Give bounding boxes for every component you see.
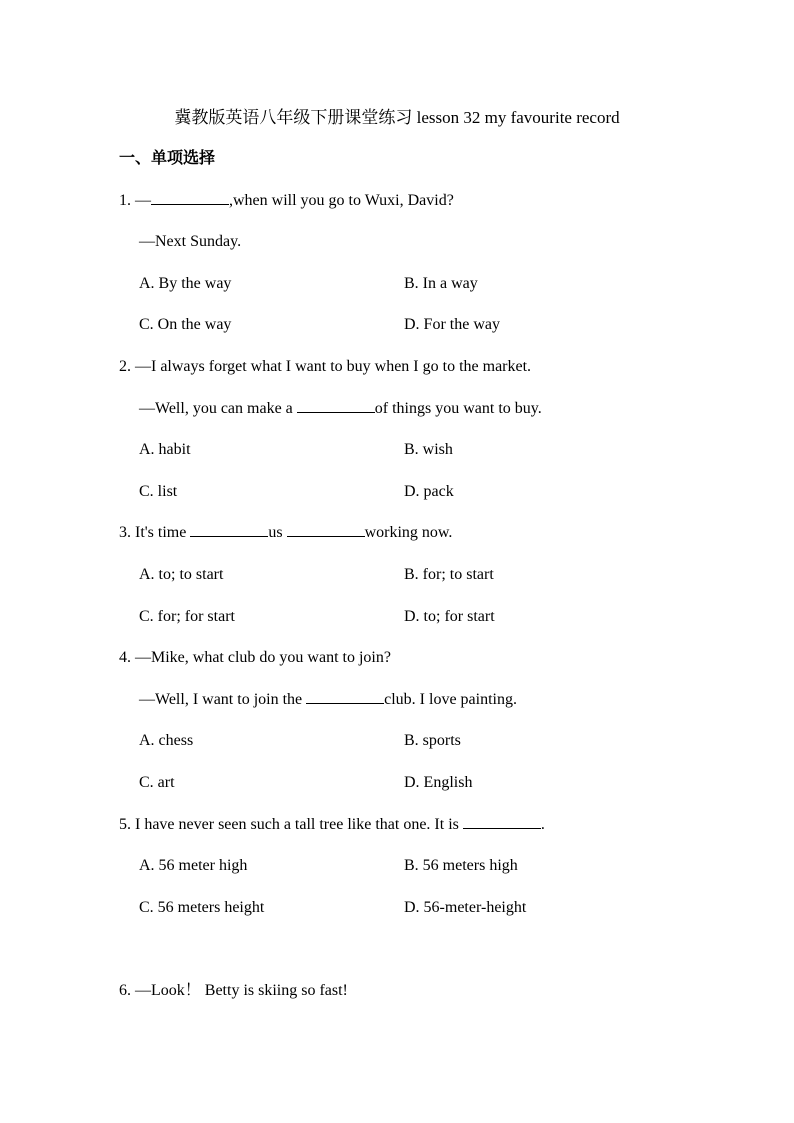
question-text-pre: — bbox=[135, 192, 151, 209]
question-1-reply: —Next Sunday. bbox=[139, 233, 242, 250]
question-1-option-d: D. For the way bbox=[404, 316, 500, 333]
question-4-option-b: B. sports bbox=[404, 732, 461, 749]
question-text-pre: I have never seen such a tall tree like that one. It is bbox=[135, 816, 463, 833]
question-2-reply bbox=[139, 398, 542, 420]
question-1-option-c: C. On the way bbox=[139, 316, 232, 333]
question-1-option-a: A. By the way bbox=[139, 275, 232, 292]
question-6 bbox=[119, 980, 348, 1002]
question-text-post: working now. bbox=[364, 524, 453, 541]
question-1 bbox=[119, 190, 454, 212]
answer-blank bbox=[151, 190, 229, 205]
question-5-option-a: A. 56 meter high bbox=[139, 857, 248, 874]
reply-text-post: club. I love painting. bbox=[384, 691, 517, 708]
question-3 bbox=[119, 522, 452, 544]
question-number: 1. bbox=[119, 192, 131, 209]
question-2 bbox=[119, 356, 531, 378]
question-1-option-b: B. In a way bbox=[404, 275, 478, 292]
question-2-option-a: A. habit bbox=[139, 441, 191, 458]
reply-text-pre: —Well, I want to join the bbox=[139, 691, 307, 708]
question-number: 3. bbox=[119, 524, 131, 541]
answer-blank bbox=[190, 522, 268, 537]
question-text: —Mike, what club do you want to join? bbox=[135, 649, 391, 666]
question-text-pre: It's time bbox=[135, 524, 191, 541]
question-3-option-d: D. to; for start bbox=[404, 608, 495, 625]
question-3-option-a: A. to; to start bbox=[139, 566, 224, 583]
section-heading: 一、单项选择 bbox=[119, 148, 216, 167]
answer-blank bbox=[463, 814, 541, 829]
question-2-option-d: D. pack bbox=[404, 483, 454, 500]
question-4-option-d: D. English bbox=[404, 774, 473, 791]
question-5 bbox=[119, 814, 545, 836]
question-4 bbox=[119, 647, 391, 669]
question-2-option-b: B. wish bbox=[404, 441, 453, 458]
question-text: —Look！ Betty is skiing so fast! bbox=[135, 982, 348, 999]
question-5-option-d: D. 56-meter-height bbox=[404, 899, 527, 916]
question-number: 6. bbox=[119, 982, 131, 999]
question-4-option-a: A. chess bbox=[139, 732, 194, 749]
reply-text-post: of things you want to buy. bbox=[374, 400, 542, 417]
question-5-option-c: C. 56 meters height bbox=[139, 899, 265, 916]
question-text-mid: us bbox=[268, 524, 287, 541]
answer-blank bbox=[297, 398, 375, 413]
question-text: —I always forget what I want to buy when I go to the market. bbox=[135, 358, 532, 375]
question-3-option-c: C. for; for start bbox=[139, 608, 235, 625]
answer-blank bbox=[306, 689, 384, 704]
question-3-option-b: B. for; to start bbox=[404, 566, 494, 583]
question-4-reply bbox=[139, 689, 517, 711]
question-5-option-b: B. 56 meters high bbox=[404, 857, 518, 874]
question-text-post: ,when will you go to Wuxi, David? bbox=[229, 192, 454, 209]
question-number: 2. bbox=[119, 358, 131, 375]
question-text-post: . bbox=[540, 816, 545, 833]
answer-blank bbox=[287, 522, 365, 537]
question-number: 4. bbox=[119, 649, 131, 666]
question-4-option-c: C. art bbox=[139, 774, 175, 791]
question-2-option-c: C. list bbox=[139, 483, 178, 500]
question-number: 5. bbox=[119, 816, 131, 833]
reply-text-pre: —Well, you can make a bbox=[139, 400, 297, 417]
page-title: 冀教版英语八年级下册课堂练习 lesson 32 my favourite record bbox=[174, 108, 620, 127]
